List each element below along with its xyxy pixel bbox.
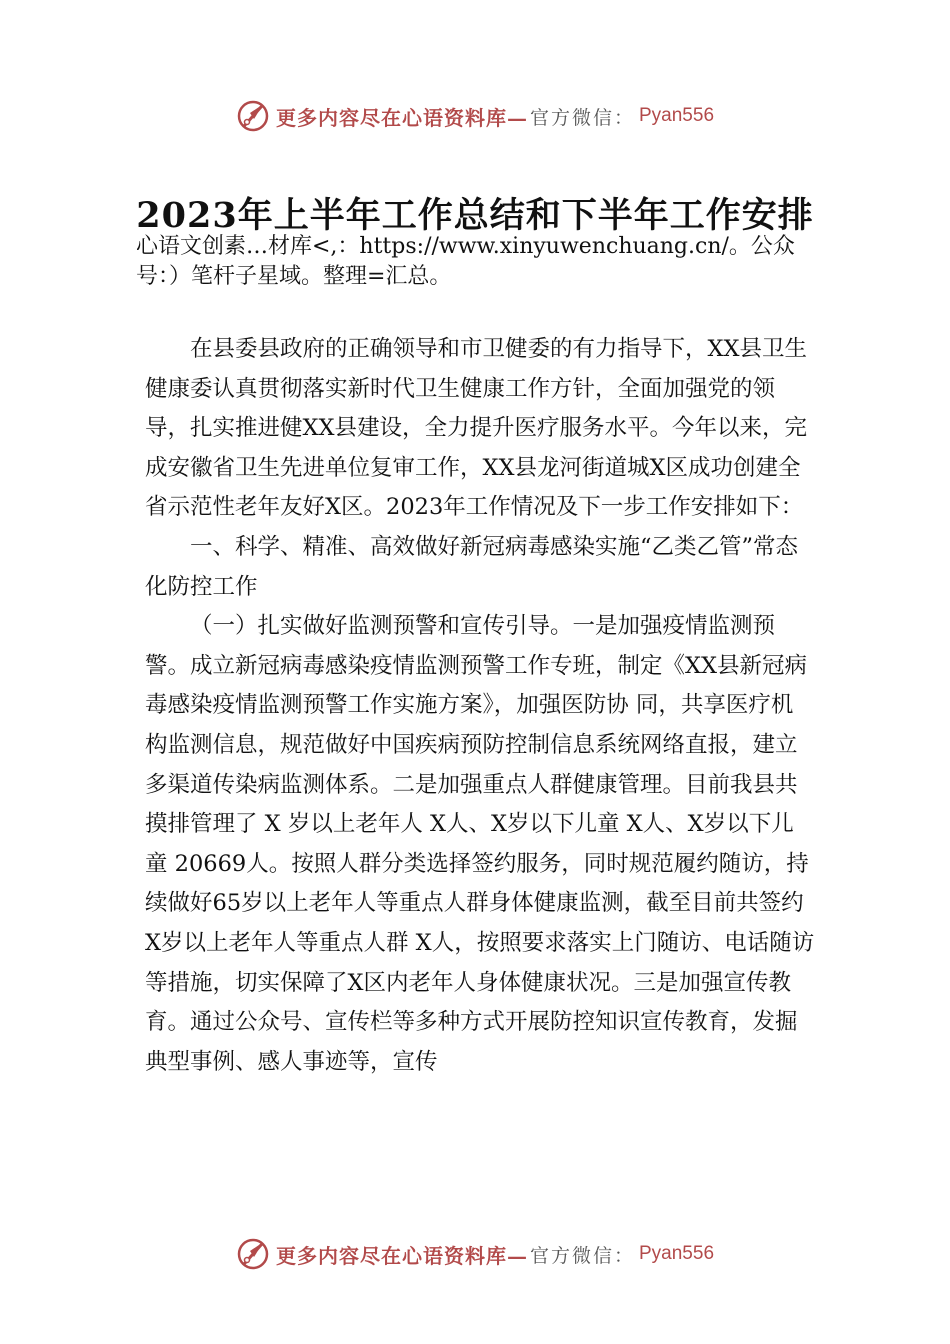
quill-seal-icon: [236, 99, 270, 133]
banner-text: 更多内容尽在心语资料库—: [275, 105, 528, 130]
section-heading-1: 一、科学、精准、高效做好新冠病毒感染实施“乙类乙管”常态化防控工作: [145, 533, 799, 600]
paragraph-monitoring: （一）扎实做好监测预警和宣传引导。一是加强疫情监测预警。成立新冠病毒感染疫情监测预警工作专班，制定《XX县新冠病毒感染疫情监测预警工作实施方案》，加强医防协 同，共享医疗机构监测信息，规范做好中国疾病预防控制信息系统网络直报，建立多渠道传染病监测体系。二是加强重点人群健康管理。目前我县共摸排管理了 X 岁以上老年人 X人、X岁以下儿童 X人、X岁以下儿童 20669人。按照人群分类选择签约服务，同时规范履约随访，持续做好65岁以上老年人等重点人群身体健康监测，截至目前共签约 X岁以上老年人等重点人群 X人，按照要求落实上门随访、电话随访等措施，切实保障了X区内老年人身体健康状况。三是加强宣传教育。通过公众号、宣传栏等多种方式开展防控知识宣传教育，发掘典型事例、感人事迹等，宣传: [145, 613, 815, 1075]
header-banner: [0, 96, 950, 136]
banner-text: 更多内容尽在心语资料库—: [275, 1243, 528, 1268]
document-title: 2023年上半年工作总结和下半年工作安排: [136, 195, 814, 236]
banner-wechat-id: Pyan556: [639, 105, 715, 126]
source-line: 心语文创素…材库<,：https://www.xinyuwenchuang.cn/。公众号：）笔杆子星域。整理=汇总。: [136, 234, 795, 289]
paragraph-intro: 在县委县政府的正确领导和市卫健委的有力指导下，XX县卫生健康委认真贯彻落实新时代卫生健康工作方针，全面加强党的领导，扎实推进健XX县建设，全力提升医疗服务水平。今年以来，完成安徽省卫生先进单位复审工作，XX县龙河街道城X区成功创建全省示范性老年友好X区。2023年工作情况及下一步工作安排如下：: [145, 336, 808, 521]
footer-banner: [0, 1234, 950, 1274]
banner-wechat-id: Pyan556: [639, 1243, 715, 1264]
quill-seal-icon: [236, 1237, 270, 1271]
banner-wechat-label: 官方微信：: [529, 1244, 635, 1267]
banner-wechat-label: 官方微信：: [529, 106, 635, 129]
document-body: [145, 330, 815, 1082]
